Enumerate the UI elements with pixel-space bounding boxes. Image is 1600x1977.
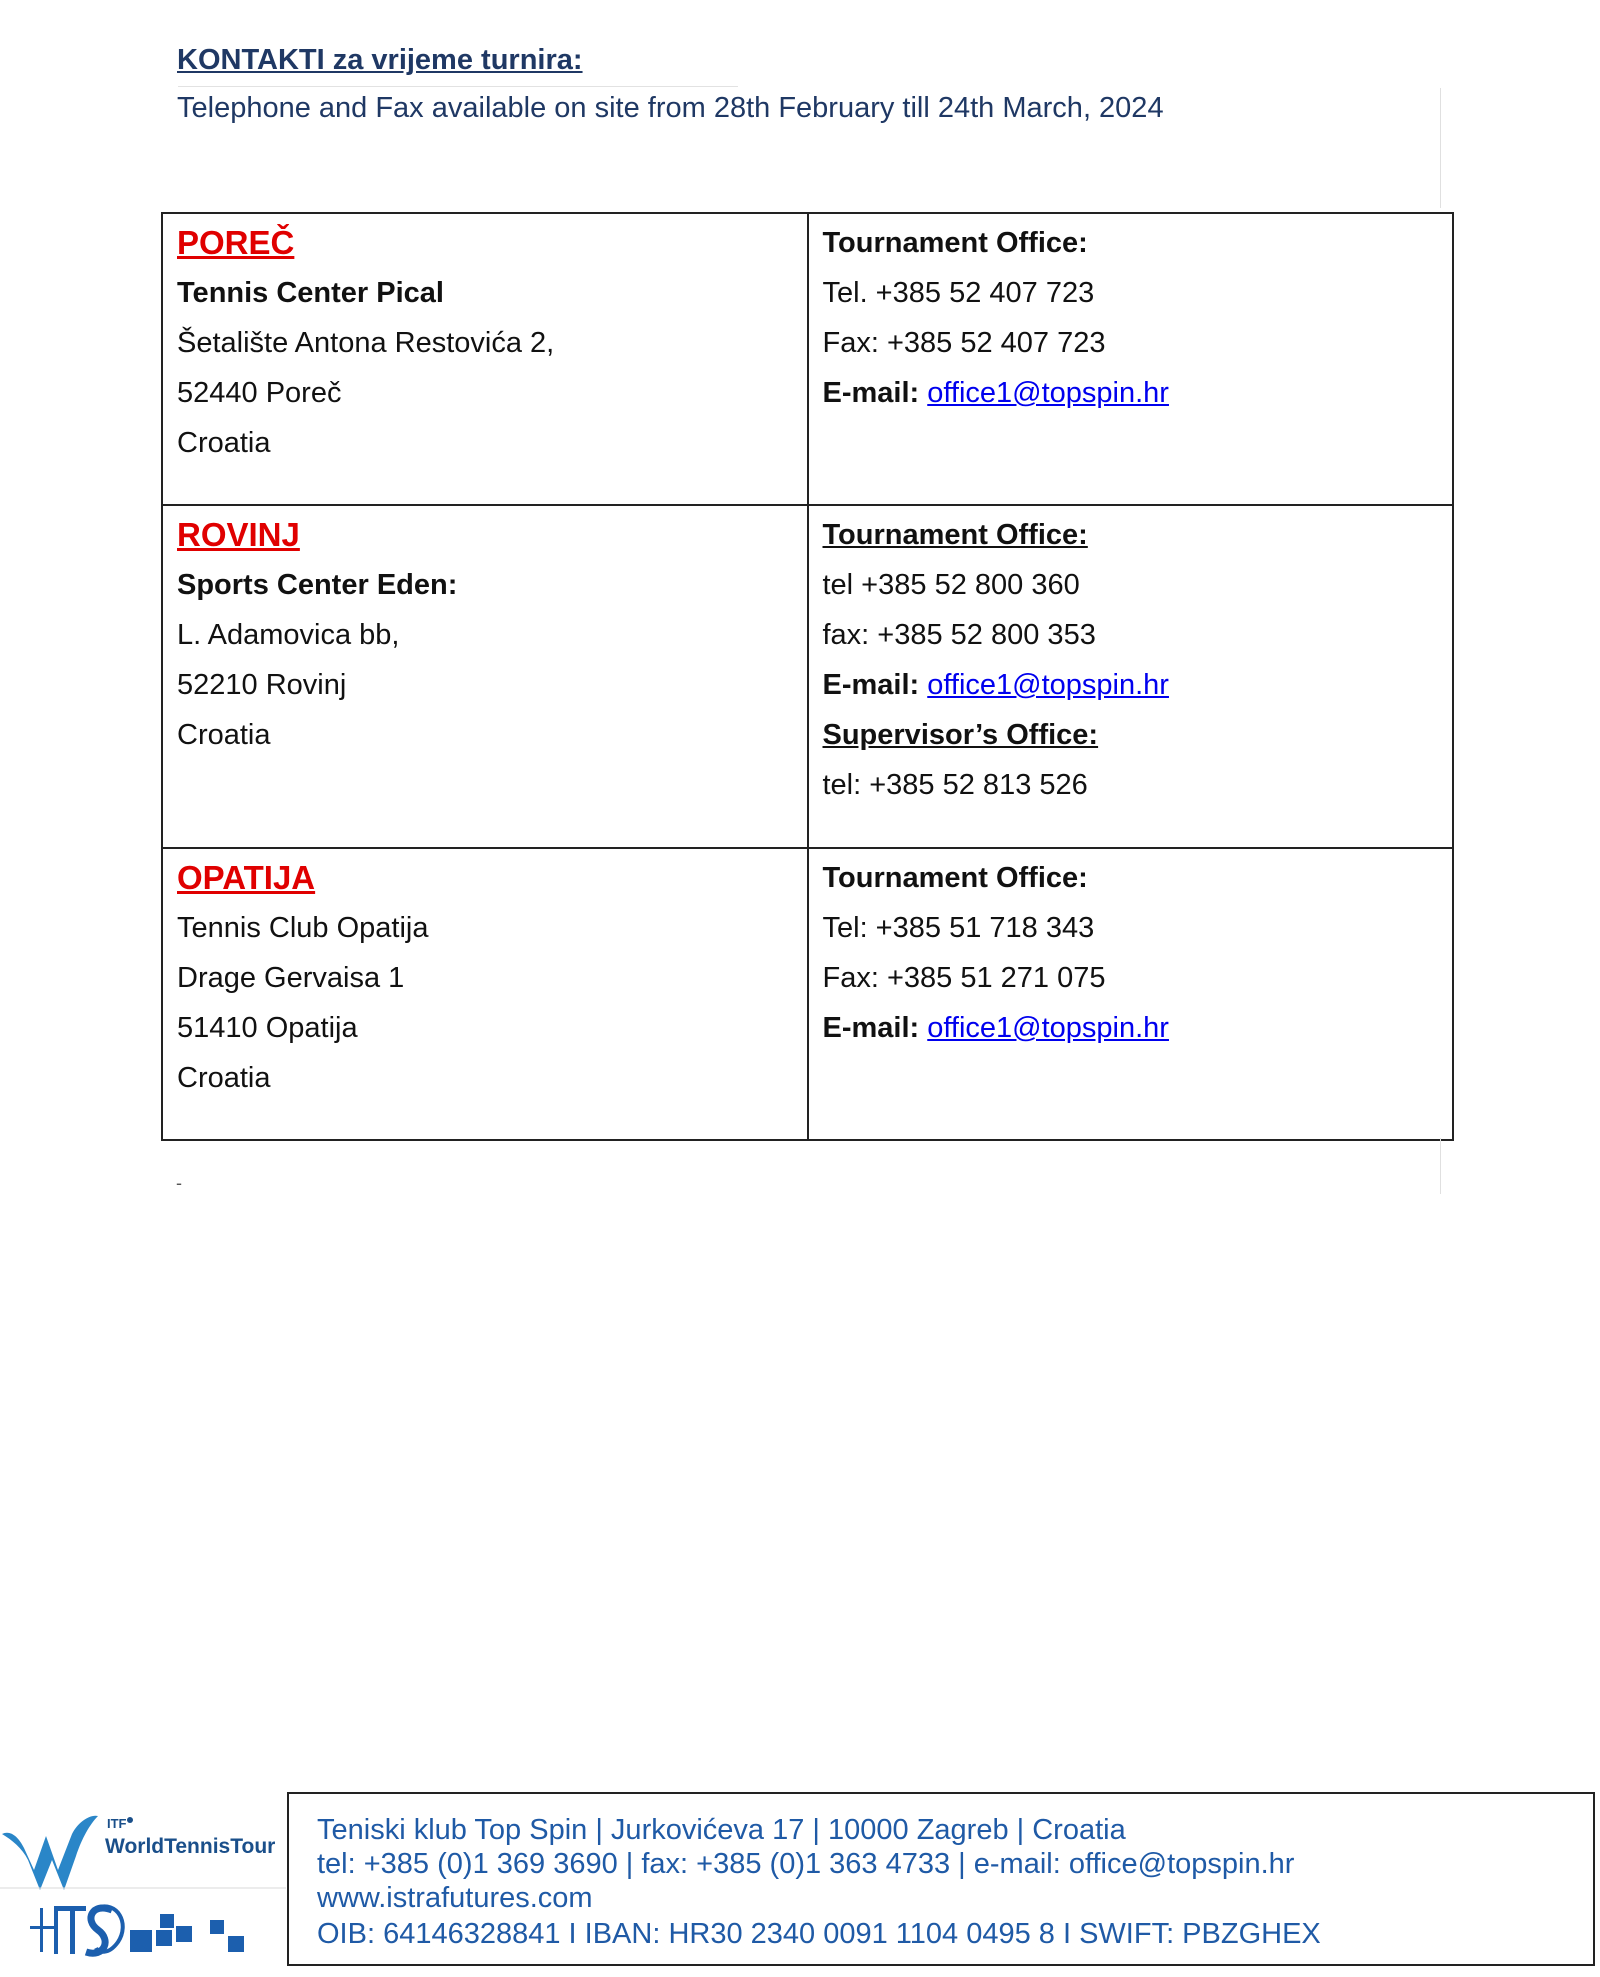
guide-line xyxy=(178,86,738,87)
email-label: E-mail: xyxy=(822,669,920,701)
venue-country: Croatia xyxy=(177,1062,271,1094)
supervisor-tel: tel: +385 52 813 526 xyxy=(822,769,1088,801)
table-row xyxy=(162,505,1453,848)
footer-contact: tel: +385 (0)1 369 3690 | fax: +385 (0)1 363 4733 | e-mail: office@topspin.hr xyxy=(317,1848,1295,1880)
footer-website: www.istrafutures.com xyxy=(317,1882,593,1914)
hts-label: HTS xyxy=(250,1966,252,1967)
venue-address: Šetalište Antona Restovića 2, xyxy=(177,327,555,359)
office-title: Tournament Office: xyxy=(822,227,1088,259)
stray-dash: - xyxy=(176,1173,182,1193)
itf-label: ITF xyxy=(107,1816,127,1831)
email-label: E-mail: xyxy=(822,377,920,409)
email-link[interactable]: office1@topspin.hr xyxy=(927,1012,1169,1044)
footer-bank-details: OIB: 64146328841 I IBAN: HR30 2340 0091 1104 0495 8 I SWIFT: PBZGHEX xyxy=(317,1918,1321,1950)
venue-country: Croatia xyxy=(177,427,271,459)
venue-address: Drage Gervaisa 1 xyxy=(177,962,405,994)
city-name: POREČ xyxy=(177,224,295,261)
venue-name: Tennis Center Pical xyxy=(177,277,444,309)
office-cell-opatija xyxy=(808,848,1454,1140)
venue-postal: 51410 Opatija xyxy=(177,1012,358,1044)
office-tel: tel +385 52 800 360 xyxy=(822,569,1080,601)
venue-name: Sports Center Eden: xyxy=(177,569,458,601)
office-cell-rovinj xyxy=(808,505,1454,848)
venue-postal: 52440 Poreč xyxy=(177,377,342,409)
margin-guide xyxy=(1440,88,1441,208)
office-fax: Fax: +385 52 407 723 xyxy=(822,327,1106,359)
office-title: Tournament Office: xyxy=(822,862,1088,894)
email-link[interactable]: office1@topspin.hr xyxy=(927,669,1169,701)
venue-cell-opatija xyxy=(162,848,808,1140)
office-fax: Fax: +385 51 271 075 xyxy=(822,962,1106,994)
office-tel: Tel. +385 52 407 723 xyxy=(822,277,1095,309)
itf-world-tennis-tour-logo xyxy=(0,1790,286,1972)
office-title: Tournament Office: xyxy=(822,519,1088,551)
venue-name: Tennis Club Opatija xyxy=(177,912,429,944)
email-label: E-mail: xyxy=(822,1012,920,1044)
margin-guide xyxy=(1440,1138,1441,1194)
office-tel: Tel: +385 51 718 343 xyxy=(822,912,1095,944)
itf-wordmark: WorldTennisTour xyxy=(105,1835,276,1858)
table-row xyxy=(162,213,1453,505)
contacts-table xyxy=(161,212,1454,1141)
hts-logo xyxy=(30,1906,252,1967)
email-link[interactable]: office1@topspin.hr xyxy=(927,377,1169,409)
city-name: OPATIJA xyxy=(177,859,316,896)
table-row xyxy=(162,848,1453,1140)
supervisor-title: Supervisor’s Office: xyxy=(822,719,1099,751)
venue-cell-porec xyxy=(162,213,808,505)
venue-postal: 52210 Rovinj xyxy=(177,669,347,701)
venue-cell-rovinj xyxy=(162,505,808,848)
sponsor-logos xyxy=(0,1790,286,1972)
office-cell-porec xyxy=(808,213,1454,505)
page-subheading: Telephone and Fax available on site from 28th February till 24th March, 2024 xyxy=(177,92,1164,124)
footer-address: Teniski klub Top Spin | Jurkovićeva 17 | 10000 Zagreb | Croatia xyxy=(317,1814,1126,1846)
office-fax: fax: +385 52 800 353 xyxy=(822,619,1096,651)
venue-address: L. Adamovica bb, xyxy=(177,619,400,651)
page-heading: KONTAKTI za vrijeme turnira: xyxy=(177,44,583,76)
venue-country: Croatia xyxy=(177,719,271,751)
footer-box xyxy=(287,1792,1595,1966)
city-name: ROVINJ xyxy=(177,516,300,553)
